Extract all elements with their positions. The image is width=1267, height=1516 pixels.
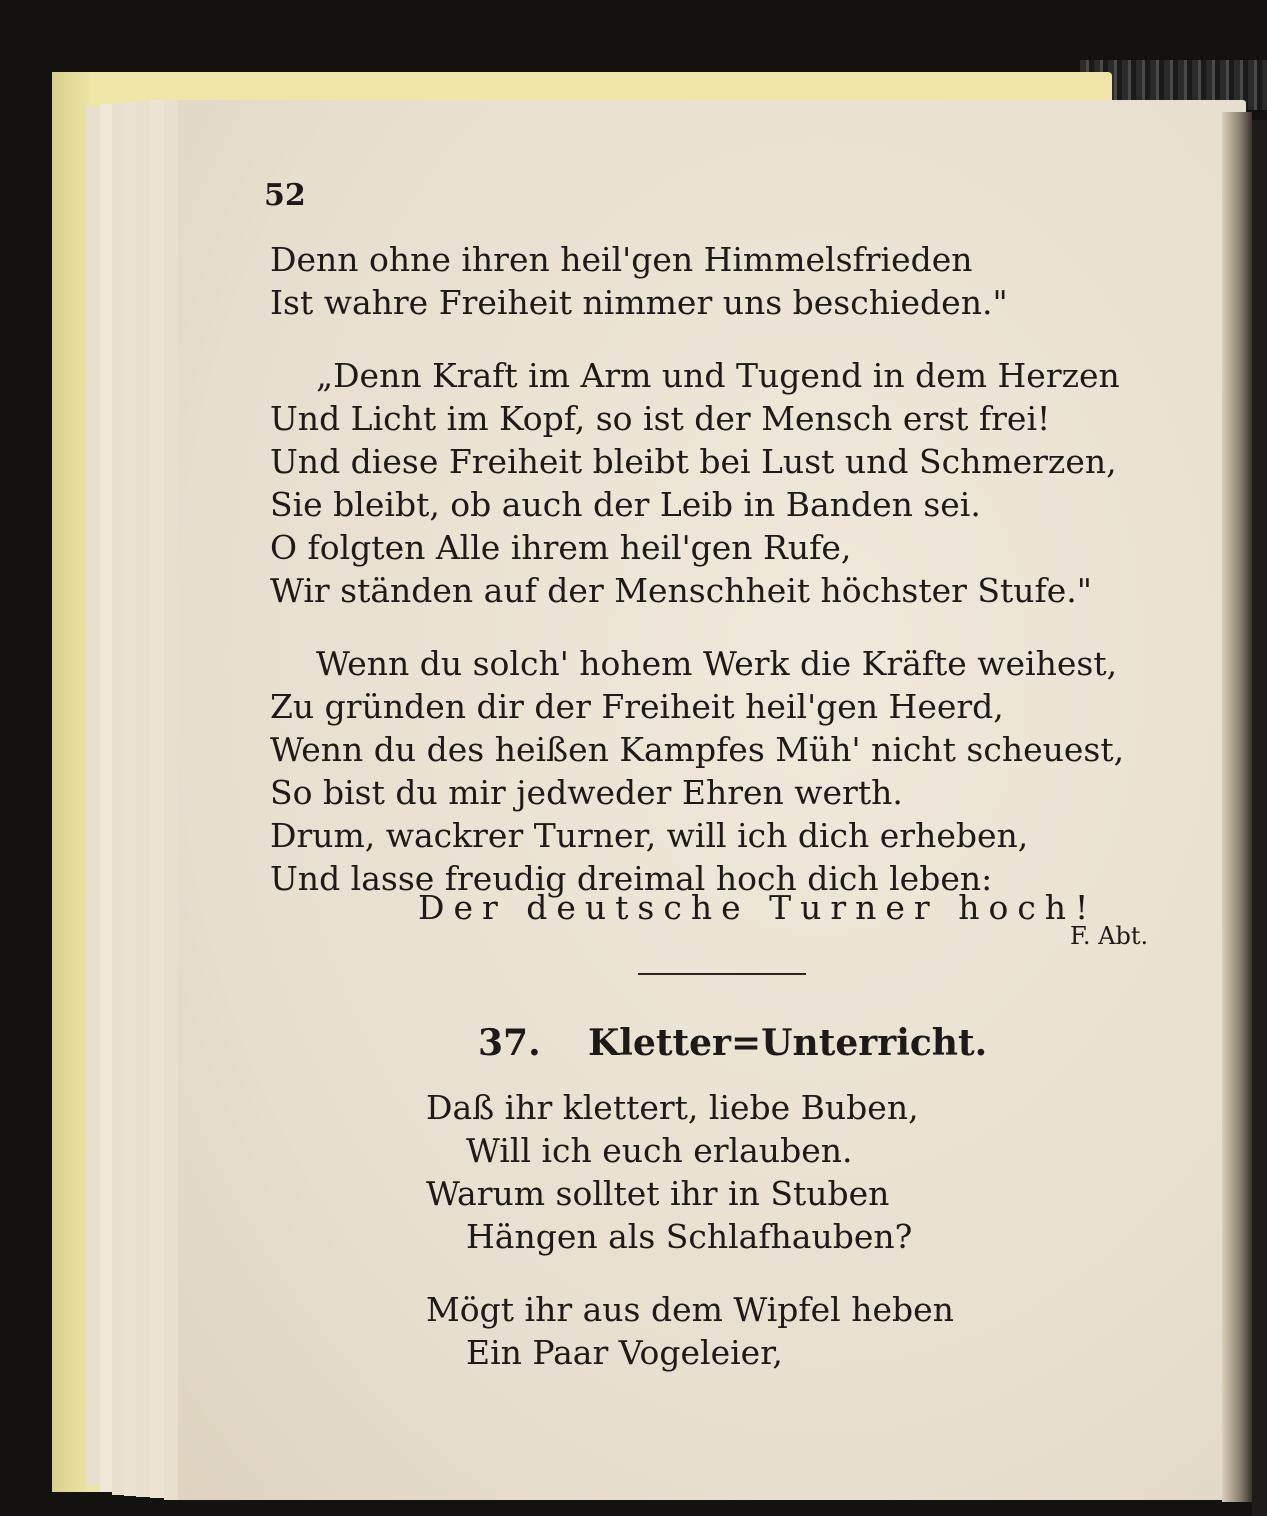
verse-line: Wenn du des heißen Kampfes Müh' nicht scheuest, — [270, 730, 1125, 769]
verse-line: So bist du mir jedweder Ehren werth. — [270, 773, 903, 812]
verse-line: Will ich euch erlauben. — [466, 1131, 853, 1170]
verse-line: Wir ständen auf der Menschheit höchster Stufe." — [270, 571, 1092, 610]
verse-line: „Denn Kraft im Arm und Tugend in dem Herzen — [316, 356, 1120, 395]
section-divider — [638, 973, 806, 975]
verse-line: Warum solltet ihr in Stuben — [426, 1174, 890, 1213]
facing-page-edge — [1252, 120, 1267, 1516]
refrain-line: Der deutsche Turner hoch! — [418, 888, 1098, 927]
verse-line: Sie bleibt, ob auch der Leib in Banden sei. — [270, 485, 981, 524]
verse-line: Und lasse freudig dreimal hoch dich leben: — [270, 859, 993, 898]
verse-line: Drum, wackrer Turner, will ich dich erheben, — [270, 816, 1029, 855]
verse-line: Zu gründen dir der Freiheit heil'gen Heerd, — [270, 687, 1004, 726]
author-signature: F. Abt. — [1070, 922, 1149, 950]
verse-line: Ist wahre Freiheit nimmer uns beschieden." — [270, 283, 1008, 322]
verse-line: Daß ihr klettert, liebe Buben, — [426, 1088, 919, 1127]
verse-line: Mögt ihr aus dem Wipfel heben — [426, 1290, 954, 1329]
section-title: Kletter=Unterricht. — [588, 1022, 988, 1064]
verse-line: Und diese Freiheit bleibt bei Lust und Schmerzen, — [270, 442, 1117, 481]
verse-line: Und Licht im Kopf, so ist der Mensch erst frei! — [270, 399, 1051, 438]
page-number: 52 — [264, 178, 306, 213]
section-number: 37. — [478, 1022, 541, 1064]
verse-line: Denn ohne ihren heil'gen Himmelsfrieden — [270, 240, 973, 279]
page-gutter — [1222, 112, 1252, 1502]
verse-line: Ein Paar Vogeleier, — [466, 1333, 783, 1372]
verse-line: Wenn du solch' hohem Werk die Kräfte weihest, — [316, 644, 1118, 683]
verse-line: O folgten Alle ihrem heil'gen Rufe, — [270, 528, 852, 567]
verse-line: Hängen als Schlafhauben? — [466, 1217, 913, 1256]
